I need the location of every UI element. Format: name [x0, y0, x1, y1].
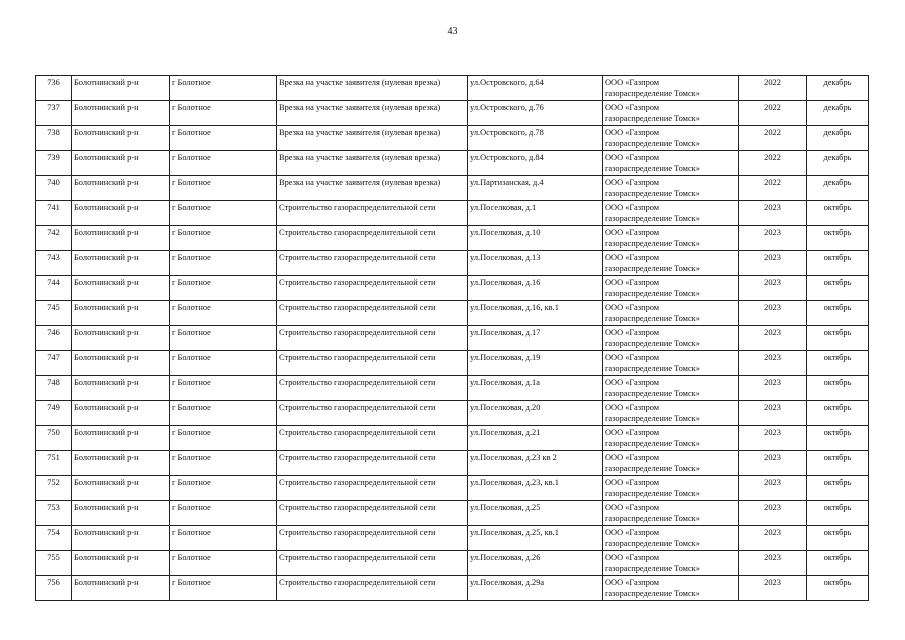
row-number-cell: 745 — [36, 301, 72, 326]
address-cell: ул.Поселковая, д.16 — [468, 276, 603, 301]
organization-cell — [603, 476, 739, 501]
address-cell: ул.Поселковая, д.25, кв.1 — [468, 526, 603, 551]
table-row — [36, 426, 869, 451]
year-cell: 2023 — [739, 301, 807, 326]
table-row — [36, 226, 869, 251]
locality-cell: г Болотное — [170, 426, 277, 451]
address-cell: ул.Островского, д.76 — [468, 101, 603, 126]
month-cell: октябрь — [807, 251, 869, 276]
district-cell: Болотнинский р-н — [72, 551, 170, 576]
month-cell: октябрь — [807, 276, 869, 301]
year-cell: 2022 — [739, 101, 807, 126]
address-cell: ул.Поселковая, д.23 кв 2 — [468, 451, 603, 476]
address-cell: ул.Поселковая, д.16, кв.1 — [468, 301, 603, 326]
organization-line-2: газораспределение Томск» — [605, 389, 700, 398]
locality-cell: г Болотное — [170, 351, 277, 376]
locality-cell: г Болотное — [170, 151, 277, 176]
organization-line-2: газораспределение Томск» — [605, 514, 700, 523]
row-number-cell: 750 — [36, 426, 72, 451]
row-number-cell: 752 — [36, 476, 72, 501]
table-row — [36, 101, 869, 126]
month-cell: декабрь — [807, 101, 869, 126]
work-type-cell: Врезка на участке заявителя (нулевая врезка) — [277, 151, 468, 176]
locality-cell: г Болотное — [170, 576, 277, 601]
table-row — [36, 376, 869, 401]
district-cell: Болотнинский р-н — [72, 126, 170, 151]
row-number-cell: 747 — [36, 351, 72, 376]
district-cell: Болотнинский р-н — [72, 276, 170, 301]
month-cell: декабрь — [807, 151, 869, 176]
district-cell: Болотнинский р-н — [72, 176, 170, 201]
address-cell: ул.Поселковая, д.20 — [468, 401, 603, 426]
work-type-cell: Врезка на участке заявителя (нулевая врезка) — [277, 101, 468, 126]
district-cell: Болотнинский р-н — [72, 226, 170, 251]
organization-line-1: ООО «Газпром — [605, 403, 660, 412]
month-cell: октябрь — [807, 501, 869, 526]
district-cell: Болотнинский р-н — [72, 151, 170, 176]
month-cell: октябрь — [807, 401, 869, 426]
organization-line-2: газораспределение Томск» — [605, 214, 700, 223]
year-cell: 2023 — [739, 251, 807, 276]
organization-cell — [603, 251, 739, 276]
address-cell: ул.Островского, д.78 — [468, 126, 603, 151]
table-row — [36, 251, 869, 276]
address-cell: ул.Поселковая, д.1 — [468, 201, 603, 226]
row-number-cell: 736 — [36, 76, 72, 101]
table-row — [36, 476, 869, 501]
address-cell: ул.Поселковая, д.29а — [468, 576, 603, 601]
locality-cell: г Болотное — [170, 226, 277, 251]
organization-cell — [603, 276, 739, 301]
row-number-cell: 755 — [36, 551, 72, 576]
organization-line-2: газораспределение Томск» — [605, 564, 700, 573]
work-type-cell: Строительство газораспределительной сети — [277, 476, 468, 501]
year-cell: 2023 — [739, 526, 807, 551]
organization-line-1: ООО «Газпром — [605, 228, 660, 237]
row-number-cell: 754 — [36, 526, 72, 551]
organization-cell — [603, 126, 739, 151]
locality-cell: г Болотное — [170, 276, 277, 301]
organization-line-2: газораспределение Томск» — [605, 239, 700, 248]
year-cell: 2023 — [739, 376, 807, 401]
address-cell: ул.Поселковая, д.26 — [468, 551, 603, 576]
locality-cell: г Болотное — [170, 251, 277, 276]
table-row — [36, 201, 869, 226]
work-type-cell: Строительство газораспределительной сети — [277, 251, 468, 276]
work-type-cell: Врезка на участке заявителя (нулевая врезка) — [277, 176, 468, 201]
month-cell: октябрь — [807, 226, 869, 251]
organization-line-1: ООО «Газпром — [605, 453, 660, 462]
organization-line-1: ООО «Газпром — [605, 528, 660, 537]
row-number-cell: 740 — [36, 176, 72, 201]
row-number-cell: 744 — [36, 276, 72, 301]
month-cell: декабрь — [807, 126, 869, 151]
organization-line-2: газораспределение Томск» — [605, 189, 700, 198]
district-cell: Болотнинский р-н — [72, 401, 170, 426]
locality-cell: г Болотное — [170, 201, 277, 226]
district-cell: Болотнинский р-н — [72, 376, 170, 401]
locality-cell: г Болотное — [170, 76, 277, 101]
organization-line-1: ООО «Газпром — [605, 578, 660, 587]
organization-line-2: газораспределение Томск» — [605, 589, 700, 598]
year-cell: 2022 — [739, 76, 807, 101]
month-cell: октябрь — [807, 551, 869, 576]
year-cell: 2023 — [739, 401, 807, 426]
organization-cell — [603, 451, 739, 476]
district-cell: Болотнинский р-н — [72, 301, 170, 326]
work-type-cell: Строительство газораспределительной сети — [277, 201, 468, 226]
gasification-table — [35, 75, 869, 601]
year-cell: 2023 — [739, 551, 807, 576]
organization-line-1: ООО «Газпром — [605, 503, 660, 512]
district-cell: Болотнинский р-н — [72, 476, 170, 501]
organization-cell — [603, 76, 739, 101]
organization-line-2: газораспределение Томск» — [605, 89, 700, 98]
row-number-cell: 751 — [36, 451, 72, 476]
row-number-cell: 742 — [36, 226, 72, 251]
month-cell: октябрь — [807, 351, 869, 376]
table-row — [36, 76, 869, 101]
month-cell: октябрь — [807, 301, 869, 326]
table-row — [36, 151, 869, 176]
work-type-cell: Строительство газораспределительной сети — [277, 551, 468, 576]
locality-cell: г Болотное — [170, 126, 277, 151]
organization-cell — [603, 526, 739, 551]
year-cell: 2023 — [739, 226, 807, 251]
table-row — [36, 301, 869, 326]
organization-cell — [603, 201, 739, 226]
locality-cell: г Болотное — [170, 301, 277, 326]
organization-line-2: газораспределение Томск» — [605, 264, 700, 273]
address-cell: ул.Поселковая, д.17 — [468, 326, 603, 351]
organization-line-2: газораспределение Томск» — [605, 364, 700, 373]
row-number-cell: 753 — [36, 501, 72, 526]
row-number-cell: 746 — [36, 326, 72, 351]
locality-cell: г Болотное — [170, 176, 277, 201]
district-cell: Болотнинский р-н — [72, 451, 170, 476]
district-cell: Болотнинский р-н — [72, 576, 170, 601]
organization-cell — [603, 176, 739, 201]
organization-line-2: газораспределение Томск» — [605, 464, 700, 473]
address-cell: ул.Поселковая, д.21 — [468, 426, 603, 451]
organization-line-2: газораспределение Томск» — [605, 164, 700, 173]
year-cell: 2022 — [739, 151, 807, 176]
address-cell: ул.Поселковая, д.25 — [468, 501, 603, 526]
district-cell: Болотнинский р-н — [72, 76, 170, 101]
address-cell: ул.Поселковая, д.13 — [468, 251, 603, 276]
table-row — [36, 276, 869, 301]
organization-cell — [603, 576, 739, 601]
month-cell: октябрь — [807, 201, 869, 226]
work-type-cell: Врезка на участке заявителя (нулевая врезка) — [277, 126, 468, 151]
row-number-cell: 748 — [36, 376, 72, 401]
address-cell: ул.Островского, д.84 — [468, 151, 603, 176]
locality-cell: г Болотное — [170, 376, 277, 401]
locality-cell: г Болотное — [170, 101, 277, 126]
organization-line-1: ООО «Газпром — [605, 553, 660, 562]
locality-cell: г Болотное — [170, 476, 277, 501]
table-row — [36, 451, 869, 476]
row-number-cell: 741 — [36, 201, 72, 226]
address-cell: ул.Поселковая, д.19 — [468, 351, 603, 376]
organization-line-1: ООО «Газпром — [605, 203, 660, 212]
month-cell: октябрь — [807, 426, 869, 451]
organization-line-1: ООО «Газпром — [605, 128, 660, 137]
year-cell: 2023 — [739, 326, 807, 351]
organization-cell — [603, 301, 739, 326]
year-cell: 2023 — [739, 351, 807, 376]
row-number-cell: 743 — [36, 251, 72, 276]
work-type-cell: Строительство газораспределительной сети — [277, 451, 468, 476]
locality-cell: г Болотное — [170, 451, 277, 476]
organization-line-2: газораспределение Томск» — [605, 489, 700, 498]
row-number-cell: 738 — [36, 126, 72, 151]
organization-line-2: газораспределение Томск» — [605, 439, 700, 448]
organization-line-2: газораспределение Томск» — [605, 414, 700, 423]
organization-line-1: ООО «Газпром — [605, 78, 660, 87]
work-type-cell: Строительство газораспределительной сети — [277, 351, 468, 376]
organization-line-2: газораспределение Томск» — [605, 114, 700, 123]
work-type-cell: Строительство газораспределительной сети — [277, 326, 468, 351]
work-type-cell: Строительство газораспределительной сети — [277, 301, 468, 326]
organization-cell — [603, 326, 739, 351]
table-row — [36, 551, 869, 576]
table-row — [36, 126, 869, 151]
organization-cell — [603, 151, 739, 176]
organization-cell — [603, 401, 739, 426]
organization-line-1: ООО «Газпром — [605, 253, 660, 262]
table-row — [36, 351, 869, 376]
month-cell: октябрь — [807, 526, 869, 551]
district-cell: Болотнинский р-н — [72, 426, 170, 451]
district-cell: Болотнинский р-н — [72, 201, 170, 226]
row-number-cell: 749 — [36, 401, 72, 426]
year-cell: 2023 — [739, 201, 807, 226]
table-row — [36, 576, 869, 601]
work-type-cell: Строительство газораспределительной сети — [277, 501, 468, 526]
organization-line-2: газораспределение Томск» — [605, 339, 700, 348]
year-cell: 2023 — [739, 501, 807, 526]
year-cell: 2023 — [739, 276, 807, 301]
organization-line-1: ООО «Газпром — [605, 378, 660, 387]
organization-cell — [603, 101, 739, 126]
organization-line-2: газораспределение Томск» — [605, 314, 700, 323]
organization-cell — [603, 501, 739, 526]
work-type-cell: Строительство газораспределительной сети — [277, 276, 468, 301]
month-cell: октябрь — [807, 576, 869, 601]
row-number-cell: 739 — [36, 151, 72, 176]
organization-line-1: ООО «Газпром — [605, 353, 660, 362]
table-body — [36, 76, 869, 601]
year-cell: 2023 — [739, 576, 807, 601]
year-cell: 2023 — [739, 426, 807, 451]
address-cell: ул.Поселковая, д.10 — [468, 226, 603, 251]
district-cell: Болотнинский р-н — [72, 101, 170, 126]
locality-cell: г Болотное — [170, 401, 277, 426]
organization-cell — [603, 351, 739, 376]
month-cell: октябрь — [807, 476, 869, 501]
work-type-cell: Строительство газораспределительной сети — [277, 226, 468, 251]
work-type-cell: Врезка на участке заявителя (нулевая врезка) — [277, 76, 468, 101]
work-type-cell: Строительство газораспределительной сети — [277, 526, 468, 551]
organization-line-1: ООО «Газпром — [605, 478, 660, 487]
table-row — [36, 326, 869, 351]
organization-line-2: газораспределение Томск» — [605, 289, 700, 298]
table-row — [36, 526, 869, 551]
district-cell: Болотнинский р-н — [72, 501, 170, 526]
table-row — [36, 176, 869, 201]
month-cell: октябрь — [807, 326, 869, 351]
year-cell: 2022 — [739, 176, 807, 201]
organization-line-1: ООО «Газпром — [605, 178, 660, 187]
organization-line-1: ООО «Газпром — [605, 103, 660, 112]
work-type-cell: Строительство газораспределительной сети — [277, 401, 468, 426]
organization-line-1: ООО «Газпром — [605, 153, 660, 162]
work-type-cell: Строительство газораспределительной сети — [277, 376, 468, 401]
year-cell: 2023 — [739, 451, 807, 476]
district-cell: Болотнинский р-н — [72, 251, 170, 276]
organization-line-1: ООО «Газпром — [605, 328, 660, 337]
row-number-cell: 756 — [36, 576, 72, 601]
work-type-cell: Строительство газораспределительной сети — [277, 576, 468, 601]
row-number-cell: 737 — [36, 101, 72, 126]
address-cell: ул.Островского, д.64 — [468, 76, 603, 101]
month-cell: октябрь — [807, 451, 869, 476]
organization-line-1: ООО «Газпром — [605, 278, 660, 287]
district-cell: Болотнинский р-н — [72, 526, 170, 551]
organization-cell — [603, 551, 739, 576]
month-cell: декабрь — [807, 176, 869, 201]
locality-cell: г Болотное — [170, 526, 277, 551]
year-cell: 2022 — [739, 126, 807, 151]
organization-cell — [603, 426, 739, 451]
month-cell: декабрь — [807, 76, 869, 101]
organization-line-1: ООО «Газпром — [605, 303, 660, 312]
locality-cell: г Болотное — [170, 326, 277, 351]
table-row — [36, 501, 869, 526]
organization-cell — [603, 376, 739, 401]
work-type-cell: Строительство газораспределительной сети — [277, 426, 468, 451]
page-number: 43 — [447, 26, 458, 37]
table-row — [36, 401, 869, 426]
locality-cell: г Болотное — [170, 551, 277, 576]
year-cell: 2023 — [739, 476, 807, 501]
address-cell: ул.Поселковая, д.1а — [468, 376, 603, 401]
address-cell: ул.Поселковая, д.23, кв.1 — [468, 476, 603, 501]
locality-cell: г Болотное — [170, 501, 277, 526]
organization-line-1: ООО «Газпром — [605, 428, 660, 437]
organization-line-2: газораспределение Томск» — [605, 539, 700, 548]
organization-line-2: газораспределение Томск» — [605, 139, 700, 148]
district-cell: Болотнинский р-н — [72, 351, 170, 376]
address-cell: ул.Партизанская, д.4 — [468, 176, 603, 201]
organization-cell — [603, 226, 739, 251]
month-cell: октябрь — [807, 376, 869, 401]
district-cell: Болотнинский р-н — [72, 326, 170, 351]
